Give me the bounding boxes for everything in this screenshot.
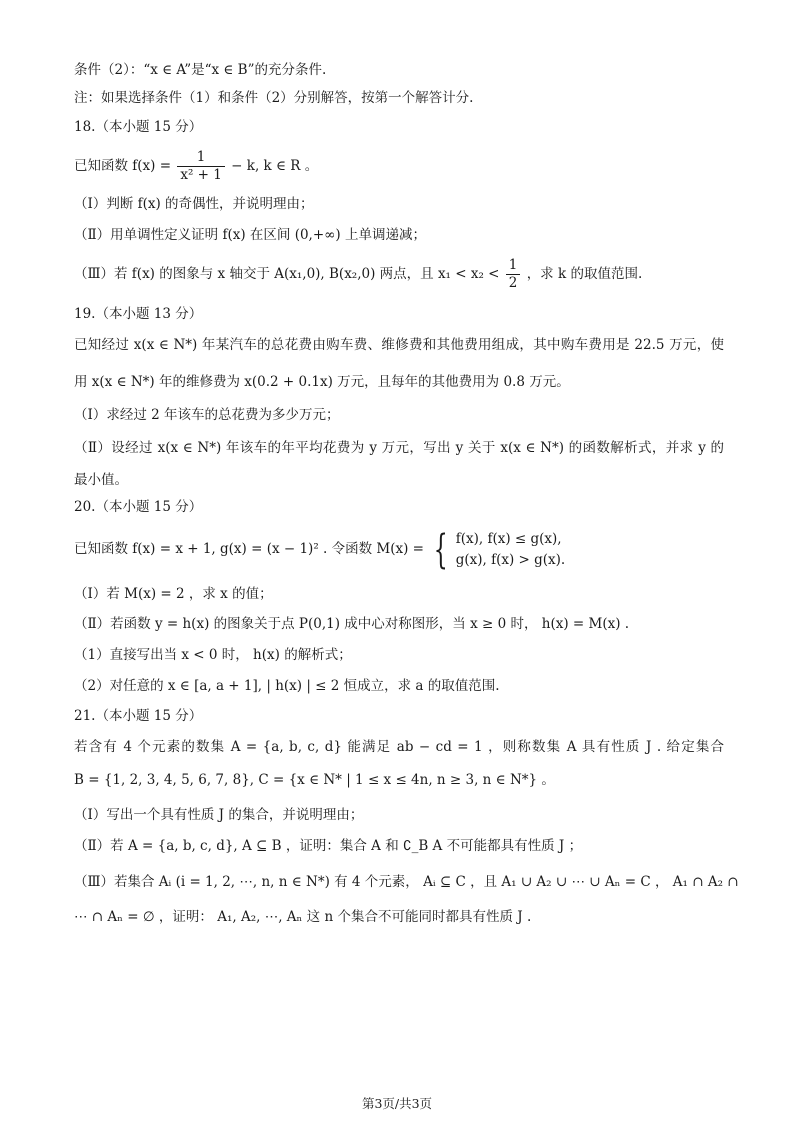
left-brace-icon: { bbox=[434, 526, 449, 573]
q20-cases bbox=[456, 529, 566, 571]
question-19-stem-line-2: 用 x(x ∈ N*) 年的维修费为 x(0.2 + 0.1x) 万元，且每年的其他费用为 0.8 万元。 bbox=[74, 374, 570, 390]
q18-stem-suffix: − k, k ∈ R 。 bbox=[231, 158, 319, 174]
question-18-part-3 bbox=[74, 257, 724, 292]
q18-part3-fraction-numerator: 1 bbox=[506, 257, 521, 275]
q20-case-1: f(x), f(x) ≤ g(x), bbox=[455, 530, 562, 547]
question-19-stem-line-1: 已知经过 x(x ∈ N*) 年某汽车的总花费由购车费、维修费和其他费用组成，其中购车费用是 22.5 万元，使 bbox=[74, 337, 724, 353]
q18-fraction-denominator: x² + 1 bbox=[180, 167, 222, 183]
question-20-header: 20.（本小题 15 分） bbox=[74, 499, 203, 515]
q20-piecewise bbox=[428, 526, 566, 573]
question-19-part-2-continued: 最小值。 bbox=[74, 472, 128, 488]
condition-2-text: 条件（2）：“x ∈ A”是“x ∈ B”的充分条件. bbox=[74, 62, 327, 78]
question-18-part-2: （Ⅱ）用单调性定义证明 f(x) 在区间 (0,+∞) 上单调递减； bbox=[74, 227, 426, 243]
question-21-stem-line-2: B = {1, 2, 3, 4, 5, 6, 7, 8}, C = {x ∈ N* | 1 ≤ x ≤ 4n, n ≥ 3, n ∈ N*} 。 bbox=[74, 772, 555, 788]
question-20-part-2-sub-1: （1）直接写出当 x < 0 时， h(x) 的解析式； bbox=[74, 647, 352, 663]
q20-case-2: g(x), f(x) > g(x). bbox=[455, 551, 566, 568]
question-19-header: 19.（本小题 13 分） bbox=[74, 306, 203, 322]
question-20-part-2-sub-2: （2）对任意的 x ∈ [a, a + 1], | h(x) | ≤ 2 恒成立，求 a 的取值范围. bbox=[74, 678, 500, 694]
q18-part3-suffix: ，求 k 的取值范围. bbox=[526, 266, 643, 282]
question-21-stem-line-1: 若含有 4 个元素的数集 A = {a, b, c, d} 能满足 ab − cd = 1 ，则称数集 A 具有性质 J . 给定集合 bbox=[74, 739, 724, 755]
question-19-part-1: （Ⅰ）求经过 2 年该车的总花费为多少万元； bbox=[74, 407, 340, 423]
q18-fraction bbox=[177, 149, 225, 184]
question-20-part-1: （Ⅰ）若 M(x) = 2 ，求 x 的值； bbox=[74, 586, 273, 602]
question-19-part-2: （Ⅱ）设经过 x(x ∈ N*) 年该车的年平均花费为 y 万元，写出 y 关于 x(x ∈ N*) 的函数解析式，并求 y 的 bbox=[74, 440, 724, 456]
q18-part3-fraction-denominator: 2 bbox=[508, 275, 518, 291]
page-number-footer: 第3页/共3页 bbox=[361, 1096, 433, 1111]
q18-part3-fraction bbox=[506, 257, 521, 292]
question-21-part-2: （Ⅱ）若 A = {a, b, c, d}, A ⊆ B ，证明：集合 A 和 ∁_B A 不可能都具有性质 J ； bbox=[74, 838, 583, 854]
question-20-stem bbox=[74, 527, 724, 571]
question-21-header: 21.（本小题 15 分） bbox=[74, 708, 203, 724]
question-20-part-2: （Ⅱ）若函数 y = h(x) 的图象关于点 P(0,1) 成中心对称图形，当 x ≥ 0 时， h(x) = M(x) . bbox=[74, 616, 630, 632]
question-18-stem bbox=[74, 149, 724, 184]
q18-stem-prefix: 已知函数 f(x) = bbox=[74, 158, 172, 174]
q20-stem-prefix: 已知函数 f(x) = x + 1, g(x) = (x − 1)² . 令函数 M(x) = bbox=[74, 541, 424, 557]
question-18-header: 18.（本小题 15 分） bbox=[74, 119, 203, 135]
question-21-part-3-continued: ⋯ ∩ Aₙ = ∅ ，证明： A₁, A₂, ⋯, Aₙ 这 n 个集合不可能同时都具有性质 J . bbox=[74, 909, 532, 925]
q18-fraction-numerator: 1 bbox=[177, 149, 225, 167]
question-18-part-1: （Ⅰ）判断 f(x) 的奇偶性，并说明理由； bbox=[74, 196, 314, 212]
question-21-part-1: （Ⅰ）写出一个具有性质 J 的集合，并说明理由； bbox=[74, 807, 364, 823]
question-21-part-3: （Ⅲ）若集合 Aᵢ (i = 1, 2, ⋯, n, n ∈ N*) 有 4 个元素， Aᵢ ⊆ C ，且 A₁ ∪ A₂ ∪ ⋯ ∪ Aₙ = C ， A₁ ∩ A₂ ∩ bbox=[74, 874, 739, 890]
q18-part3-prefix: （Ⅲ）若 f(x) 的图象与 x 轴交于 A(x₁,0), B(x₂,0) 两点，且 x₁ < x₂ < bbox=[74, 266, 500, 282]
scoring-note: 注：如果选择条件（1）和条件（2）分别解答，按第一个解答计分. bbox=[74, 90, 474, 106]
